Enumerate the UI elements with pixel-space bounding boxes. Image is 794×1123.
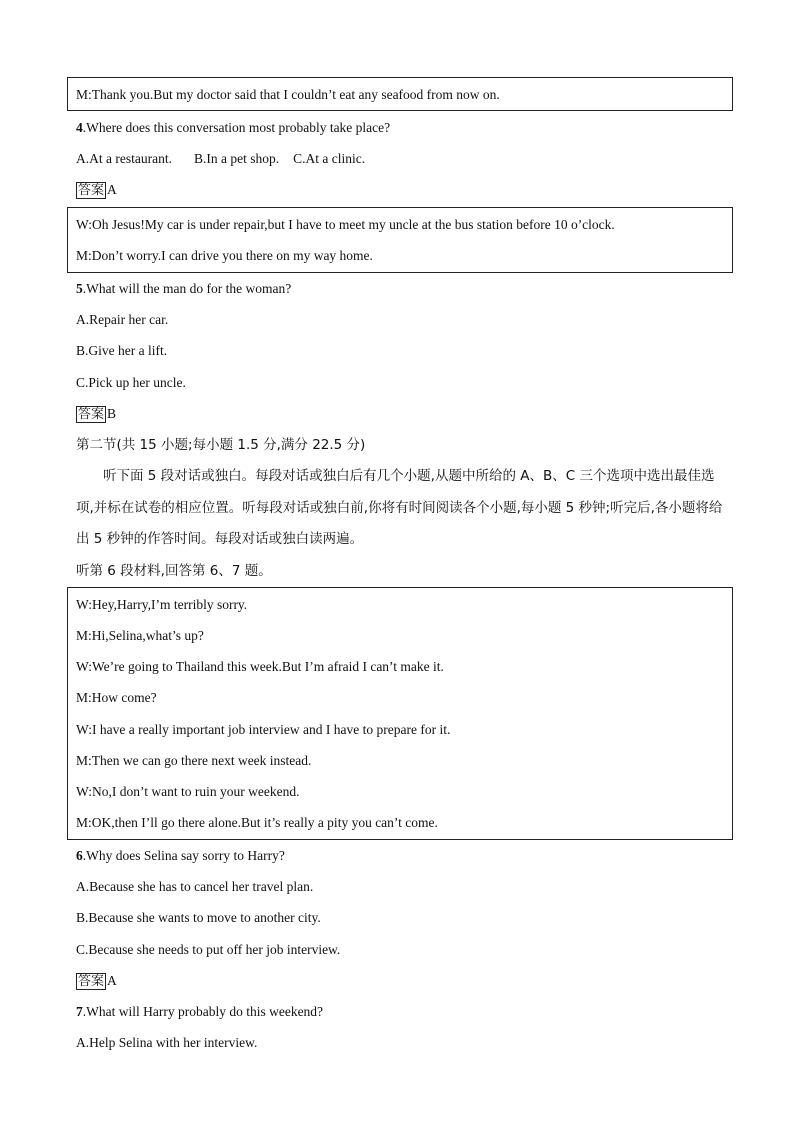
question-4-options bbox=[76, 151, 365, 167]
option-a: A.At a restaurant. bbox=[76, 151, 172, 166]
question-number: 5 bbox=[76, 281, 83, 296]
question-5 bbox=[76, 281, 291, 297]
answer-label: 答案 bbox=[78, 407, 105, 422]
answer-value: A bbox=[107, 182, 117, 197]
question-text: .What will the man do for the woman? bbox=[82, 281, 292, 296]
option-a: A.Help Selina with her interview. bbox=[76, 1035, 258, 1050]
option-c: C.Pick up her uncle. bbox=[76, 375, 186, 390]
answer-4 bbox=[76, 182, 117, 199]
transcript-line: W:Hey,Harry,I’m terribly sorry. bbox=[76, 597, 248, 612]
question-text: .Where does this conversation most probably take place? bbox=[82, 120, 391, 135]
transcript-box-3 bbox=[67, 587, 733, 840]
option-a: A.Repair her car. bbox=[76, 312, 169, 327]
answer-label: 答案 bbox=[78, 974, 105, 989]
option-b: B.In a pet shop. bbox=[193, 151, 280, 166]
transcript-line: W:We’re going to Thailand this week.But I’m afraid I can’t make it. bbox=[76, 659, 444, 674]
option-c: C.Because she needs to put off her job interview. bbox=[76, 942, 341, 957]
question-4 bbox=[76, 120, 390, 136]
option-b: B.Give her a lift. bbox=[76, 343, 168, 358]
answer-value: B bbox=[107, 406, 117, 421]
answer-value: A bbox=[107, 973, 117, 988]
answer-5 bbox=[76, 406, 116, 423]
question-6 bbox=[76, 848, 285, 864]
option-b: B.Because she wants to move to another city. bbox=[76, 910, 321, 925]
transcript-line: M:Hi,Selina,what’s up? bbox=[76, 628, 204, 643]
question-number: 4 bbox=[76, 120, 83, 135]
answer-6 bbox=[76, 973, 117, 990]
question-7 bbox=[76, 1004, 323, 1020]
section-instructions: 听下面 5 段对话或独白。每段对话或独白后有几个小题,从题中所给的 A、B、C 三个选项中选出最佳选项,并标在试卷的相应位置。听每段对话或独白前,你将有时间阅读各个小题,每小题 5 秒钟;听完后,各小题将给出 5 秒钟的作答时间。每段对话或独白读两遍。 bbox=[76, 468, 723, 547]
question-text: .Why does Selina say sorry to Harry? bbox=[82, 848, 285, 863]
option-a: A.Because she has to cancel her travel plan. bbox=[76, 879, 314, 894]
transcript-box-1 bbox=[67, 77, 733, 111]
question-number: 7 bbox=[76, 1004, 83, 1019]
question-number: 6 bbox=[76, 848, 83, 863]
transcript-line: M:OK,then I’ll go there alone.But it’s really a pity you can’t come. bbox=[76, 815, 438, 830]
option-c: C.At a clinic. bbox=[293, 151, 366, 166]
question-text: .What will Harry probably do this weekend? bbox=[82, 1004, 324, 1019]
transcript-line: W:No,I don’t want to ruin your weekend. bbox=[76, 784, 300, 799]
answer-label: 答案 bbox=[78, 183, 105, 198]
section-heading: 第二节(共 15 小题;每小题 1.5 分,满分 22.5 分) bbox=[76, 437, 366, 453]
transcript-line: M:Thank you.But my doctor said that I couldn’t eat any seafood from now on. bbox=[76, 87, 500, 102]
material-intro: 听第 6 段材料,回答第 6、7 题。 bbox=[76, 563, 272, 579]
transcript-line: M:Then we can go there next week instead. bbox=[76, 753, 312, 768]
transcript-line: M:How come? bbox=[76, 690, 157, 705]
transcript-line: W:Oh Jesus!My car is under repair,but I have to meet my uncle at the bus station before 10 o’clock. bbox=[76, 217, 615, 232]
transcript-line: M:Don’t worry.I can drive you there on my way home. bbox=[76, 248, 373, 263]
transcript-line: W:I have a really important job interview and I have to prepare for it. bbox=[76, 722, 451, 737]
transcript-box-2 bbox=[67, 207, 733, 273]
